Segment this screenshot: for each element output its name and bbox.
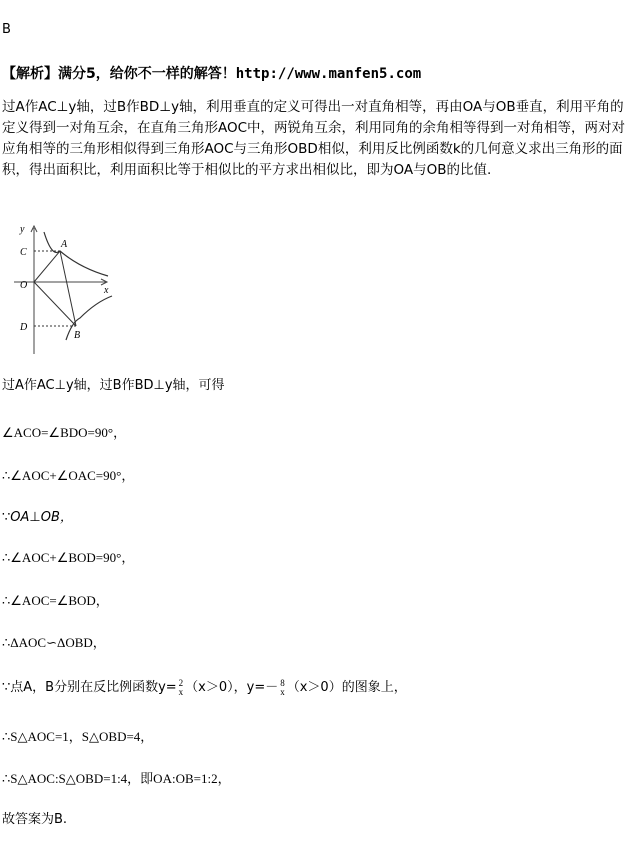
- label-c: C: [20, 247, 27, 258]
- analysis-header: [2, 63, 421, 83]
- step-7: ∴ΔAOC∽ΔOBD，: [2, 635, 106, 650]
- curve-positive: [44, 232, 108, 276]
- step-9: ∴S△AOC=1，S△OBD=4，: [2, 729, 154, 744]
- oa-segment: [34, 251, 60, 282]
- step-8-pre: ∵点A，B分别在反比例函数y=: [2, 680, 177, 695]
- label-o: O: [20, 280, 28, 291]
- step-11: 故答案为B.: [2, 812, 68, 827]
- step-5: ∴∠AOC+∠BOD=90°，: [2, 550, 135, 565]
- step-8-post: （x＞0）的图象上，: [286, 680, 407, 695]
- fraction-8-over-x: 8 x: [280, 677, 285, 697]
- analysis-paragraph: 过A作AC⊥y轴，过B作BD⊥y轴，利用垂直的定义可得出一对直角相等，再由OA与OB垂直，利用平角的定义得到一对角互余，在直角三角形AOC中，两锐角互余，利用同角的余角相等得到一对角相等，两对对应角相等的三角形相似得到三角形AOC与三角形OBD相似，利用反比例函数k的几何意义求出三角形的面积，得出面积比，利用面积比等于相似比的平方求出相似比，即为OA与OB的比值.: [2, 99, 626, 178]
- label-d: D: [20, 322, 28, 333]
- label-y: y: [20, 224, 25, 235]
- header-url: http://www.manfen5.com: [235, 66, 422, 82]
- step-4: ∵OA⊥OB，: [2, 510, 73, 525]
- step-8: [2, 676, 407, 697]
- curve-negative: [66, 296, 112, 340]
- step-6: ∴∠AOC=∠BOD，: [2, 593, 109, 608]
- coordinate-figure: [0, 218, 130, 358]
- step-10: ∴S△AOC:S△OBD=1:4，即OA:OB=1:2，: [2, 771, 231, 786]
- label-x: x: [104, 285, 109, 296]
- step-8-mid: （x＞0），y=－: [185, 680, 279, 695]
- ob-segment: [34, 282, 76, 326]
- label-b: B: [74, 330, 81, 341]
- step-2: ∠ACO=∠BDO=90°，: [2, 425, 127, 440]
- answer-letter: B: [2, 22, 11, 37]
- step-3: ∴∠AOC+∠OAC=90°，: [2, 468, 135, 483]
- ab-segment: [60, 251, 76, 326]
- header-label: 【解析】满分5，给你不一样的解答！: [2, 66, 236, 82]
- label-a: A: [61, 239, 68, 250]
- step-1: 过A作AC⊥y轴，过B作BD⊥y轴，可得: [2, 378, 225, 393]
- fraction-2-over-x: 2 x: [178, 677, 184, 697]
